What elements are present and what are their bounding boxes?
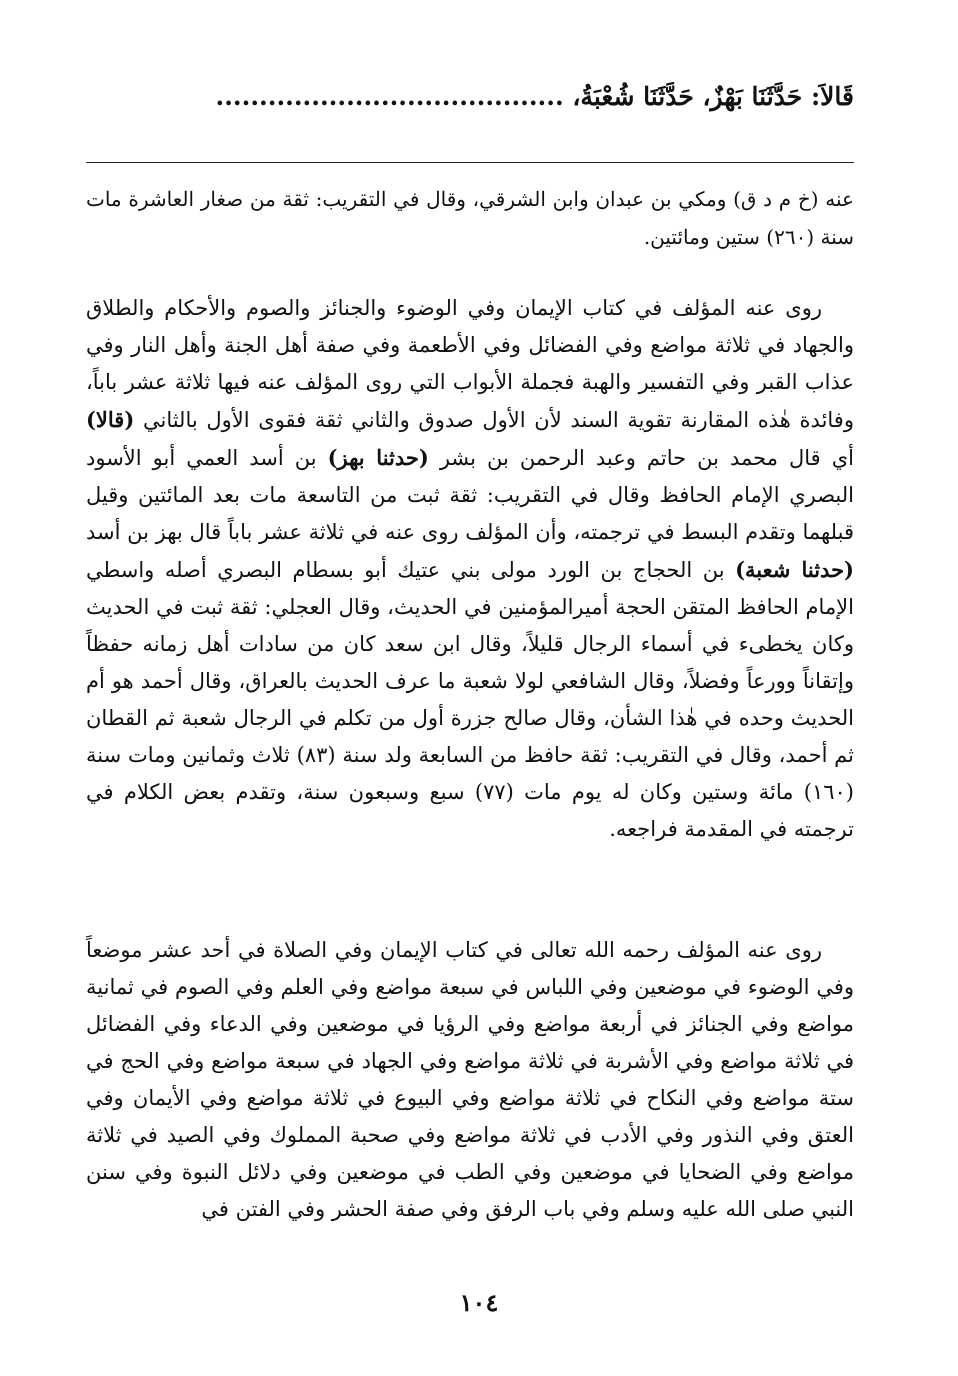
commentary-text: بن الحجاج بن الورد مولى بني عتيك أبو بسطام البصري أصله واسطي الإمام الحافظ المتقن الحجة أميرالمؤمنين في الحديث، وقال العجلي: ثقة ثبت في الحديث وكان يخطىء في أسماء الرجال قليلاً، وقال ابن سعد كان من سادات أهل زمانه حفظاً وإتقاناً وورعاً وفضلاً، وقال الشافعي لولا شعبة ما عرف الحديث بالعراق، وقال أحمد هو أم الحديث وحده في هٰذا الشأن، وقال صالح جزرة أول من تكلم في الرجال شعبة ثم القطان ثم أحمد، وقال في التقريب: ثقة حافظ من السابعة ولد سنة (٨٣) ثلاث وثمانين ومات سنة (١٦٠) مائة وستين وكان له يوم مات (٧٧) سبع وسبعون سنة، وتقدم بعض الكلام في ترجمته في المقدمة فراجعه. xyxy=(86,558,854,841)
quoted-matn-shuba: (حدثنا شعبة) xyxy=(735,557,854,582)
footnote-separator-rule xyxy=(86,162,854,163)
commentary-text: أي قال محمد بن حاتم وعبد الرحمن بن بشر xyxy=(428,446,854,470)
commentary-paragraph xyxy=(86,290,854,848)
narrator-chapters-paragraph xyxy=(86,932,854,1228)
narrator-chapters-text: روى عنه المؤلف رحمه الله تعالى في كتاب الإيمان وفي الصلاة في أحد عشر موضعاً وفي الوضوء في موضعين وفي اللباس في سبعة مواضع وفي العلم وفي الصوم في ثمانية مواضع وفي الجنائز في أربعة مواضع وفي الرؤيا في موضعين وفي الدعاء وفي الفضائل في ثلاثة مواضع وفي الأشربة في ثلاثة مواضع وفي الجهاد في سبعة مواضع وفي الحج في ستة مواضع وفي النكاح في ثلاثة مواضع وفي البيوع في ثلاثة مواضع وفي الأيمان وفي العتق وفي النذور وفي الأدب في ثلاثة مواضع وفي صحبة المملوك وفي الصيد في ثلاثة مواضع وفي الضحايا في موضعين وفي الطب في موضعين وفي دلائل النبوة وفي سنن النبي صلى الله عليه وسلم وفي باب الرفق وفي صفة الحشر وفي الفتن في xyxy=(86,938,855,1221)
commentary-text: روى عنه المؤلف في كتاب الإيمان وفي الوضوء والجنائز والصوم والأحكام والطلاق والجهاد في ثلاثة مواضع وفي الفضائل وفي الأطعمة وفي صفة أهل الجنة وأهل النار وفي عذاب القبر وفي التفسير والهبة فجملة الأبواب التي روى المؤلف عنه فيها ثلاثة عشر باباً، وفائدة هٰذه المقارنة تقوية السند لأن الأول صدوق والثاني ثقة فقوى الأول بالثاني xyxy=(86,296,854,432)
commentary-text: بن أسد العمي أبو الأسود البصري الإمام الحافظ وقال في التقريب: ثقة ثبت من التاسعة مات بعد المائتين وقيل قبلهما وتقدم البسط في ترجمته، وأن المؤلف روى عنه في ثلاثة عشر باباً قال بهز بن أسد xyxy=(86,446,854,544)
quoted-matn-bahz: (حدثنا بهز) xyxy=(327,445,429,470)
page-number: ١٠٤ xyxy=(459,1288,499,1317)
running-header: قَالاَ: حَدَّثَنَا بَهْزٌ، حَدَّثَنَا شُعْبَةُ، ........................................ xyxy=(215,82,854,111)
quoted-matn-qala: (قالا) xyxy=(86,407,135,432)
footnote-continuation: عنه (خ م د ق) ومكي بن عبدان وابن الشرقي، وقال في التقريب: ثقة من صغار العاشرة مات سنة (٢٦٠) ستين ومائتين. xyxy=(86,187,854,249)
